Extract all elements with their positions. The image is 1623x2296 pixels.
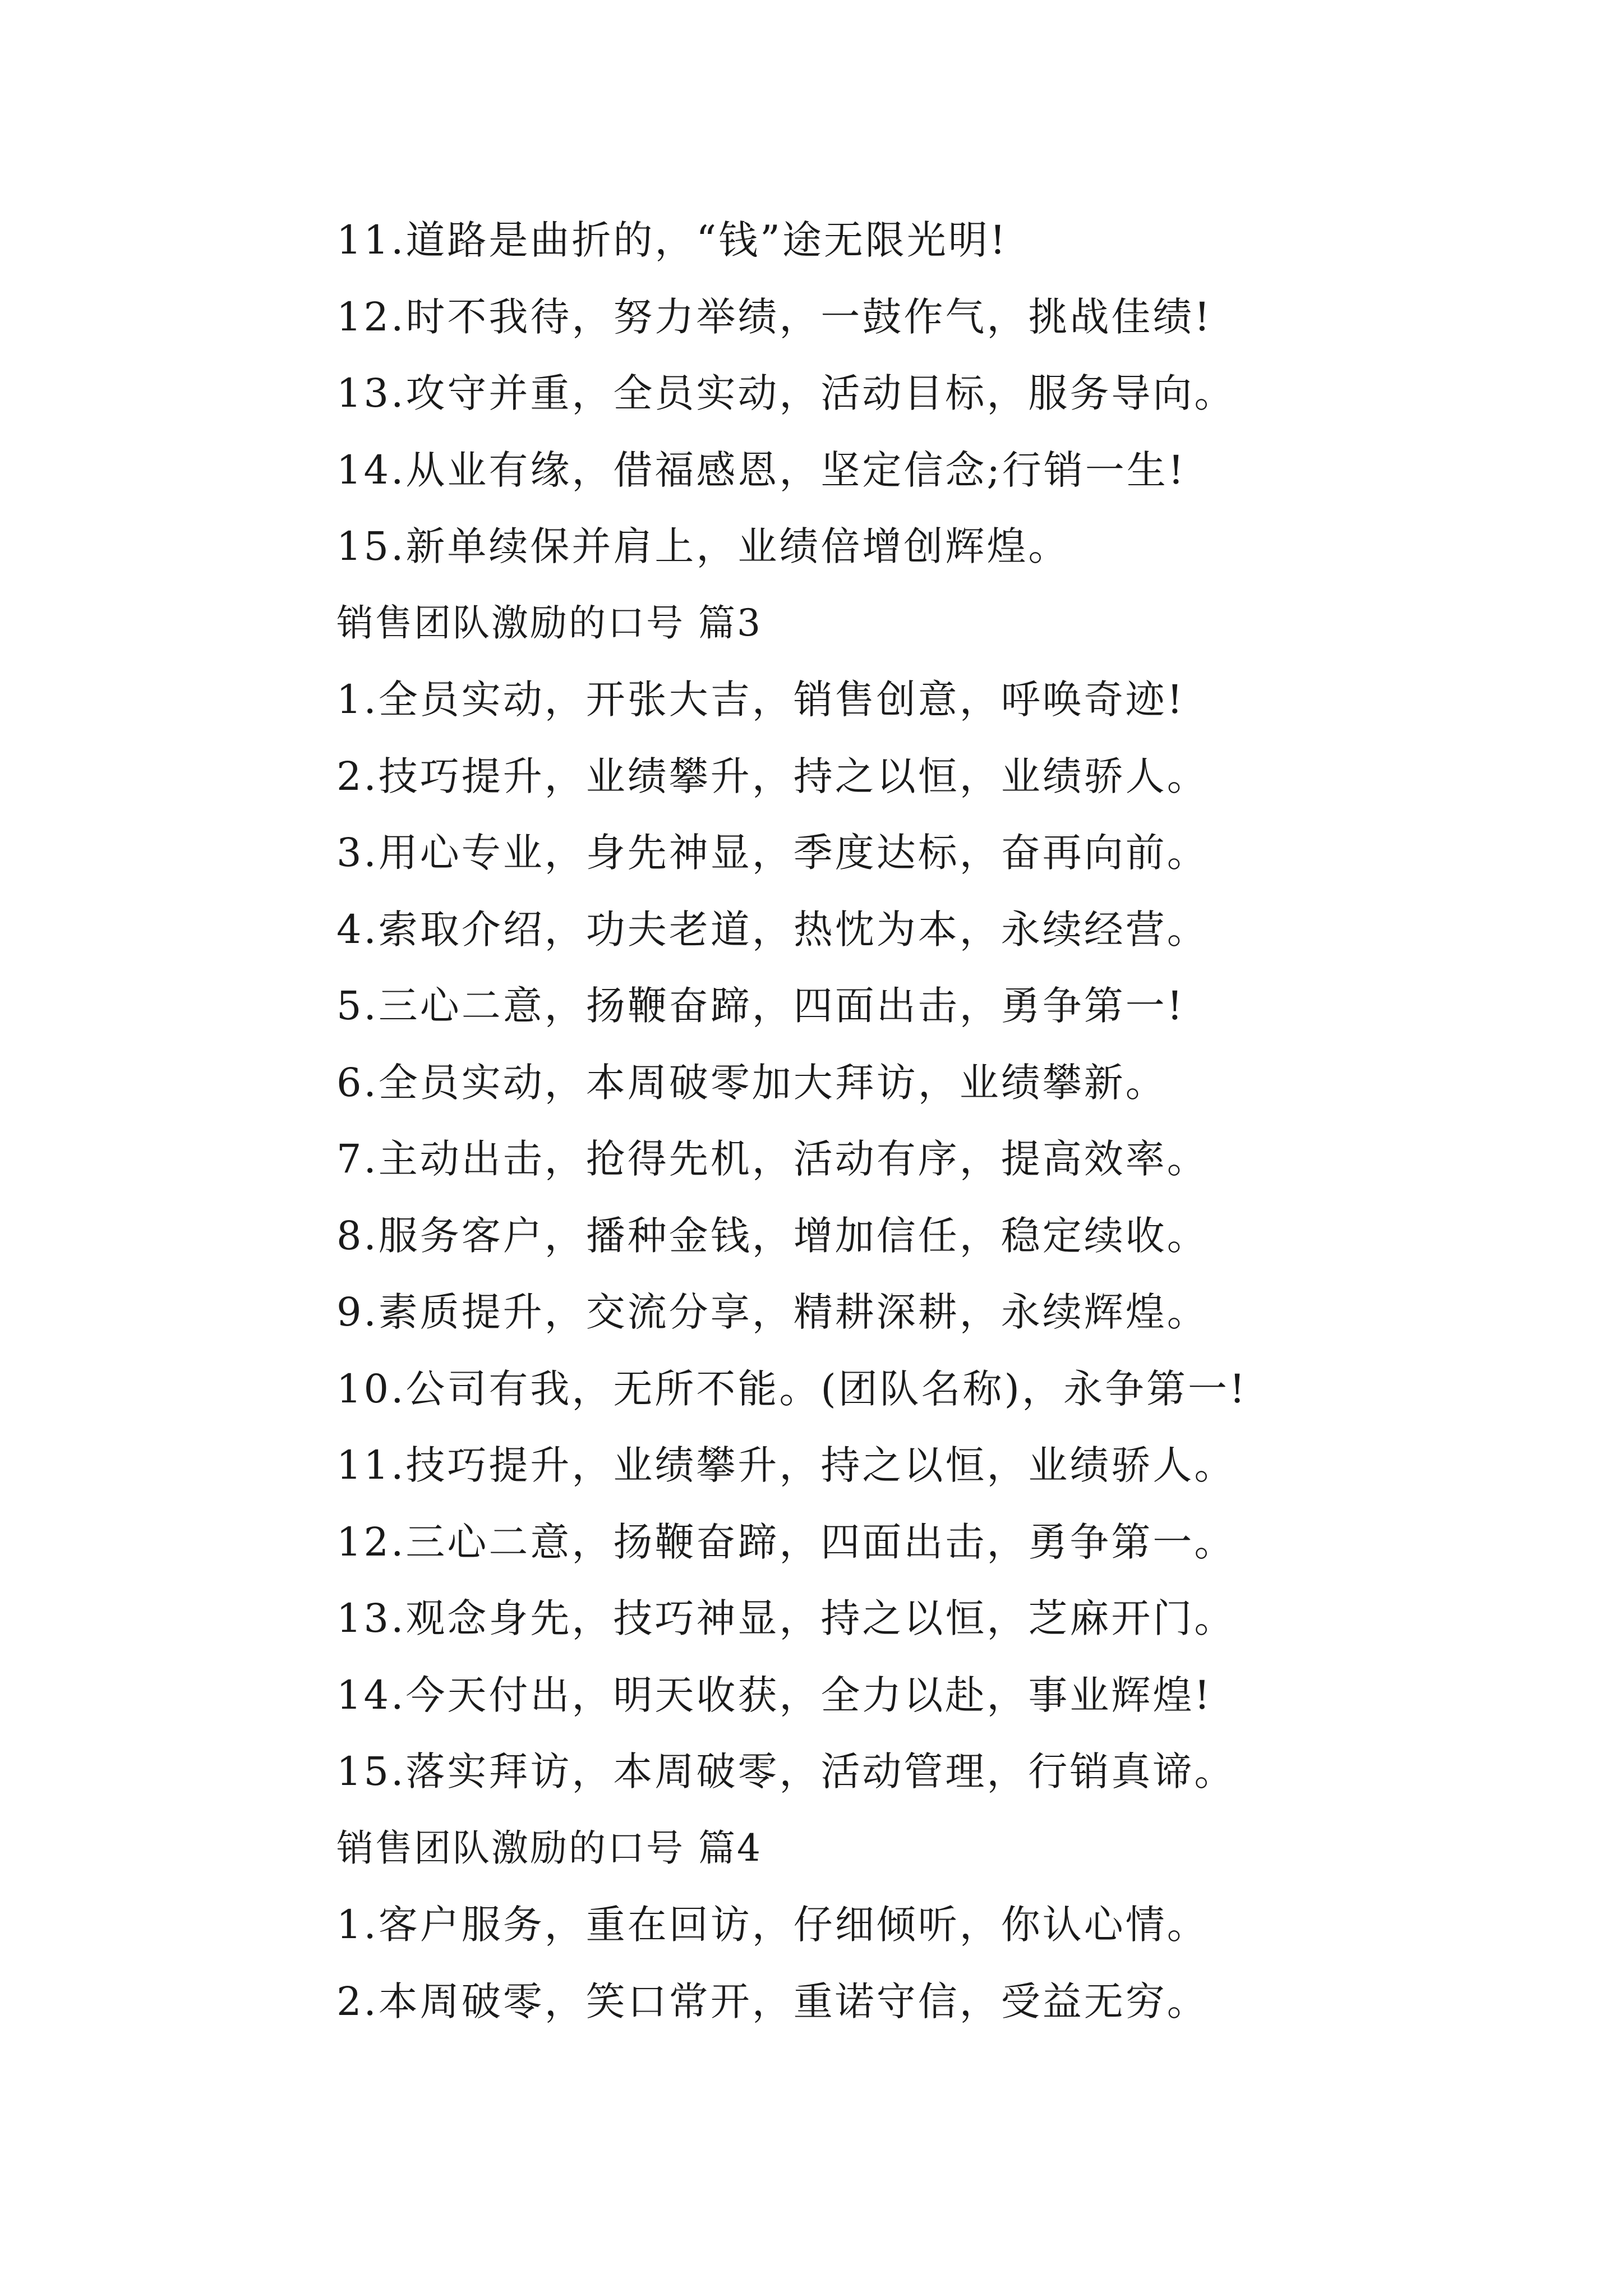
list-item: 13.攻守并重，全员实动，活动目标，服务导向。: [336, 370, 1236, 416]
list-item: 8.服务客户，播种金钱，增加信任，稳定续收。: [336, 1213, 1209, 1259]
list-item: 12.三心二意，扬鞭奋蹄，四面出击，勇争第一。: [336, 1519, 1236, 1565]
list-item: 2.技巧提升，业绩攀升，持之以恒，业绩骄人。: [336, 753, 1209, 799]
list-item: 14.今天付出，明天收获，全力以赴，事业辉煌!: [336, 1672, 1212, 1718]
list-item: 1.客户服务，重在回访，仔细倾听，你认心情。: [336, 1902, 1209, 1948]
section-heading: 销售团队激励的口号 篇4: [336, 1826, 762, 1870]
section-heading: 销售团队激励的口号 篇3: [336, 601, 762, 645]
list-item: 2.本周破零，笑口常开，重诺守信，受益无穷。: [336, 1978, 1209, 2024]
list-item: 6.全员实动，本周破零加大拜访，业绩攀新。: [336, 1060, 1167, 1106]
list-item: 9.素质提升，交流分享，精耕深耕，永续辉煌。: [336, 1289, 1209, 1335]
list-item: 11.道路是曲折的，“钱”途无限光明!: [336, 217, 1008, 263]
list-item: 5.三心二意，扬鞭奋蹄，四面出击，勇争第一!: [336, 983, 1185, 1029]
list-item: 14.从业有缘，借福感恩，坚定信念;行销一生!: [336, 447, 1187, 493]
list-item: 13.观念身先，技巧神显，持之以恒，芝麻开门。: [336, 1595, 1236, 1641]
list-item: 10.公司有我，无所不能。(团队名称)，永争第一!: [336, 1366, 1248, 1412]
list-item: 15.新单续保并肩上，业绩倍增创辉煌。: [336, 523, 1070, 569]
list-item: 12.时不我待，努力举绩，一鼓作气，挑战佳绩!: [336, 294, 1212, 340]
list-item: 7.主动出击，抢得先机，活动有序，提高效率。: [336, 1136, 1209, 1182]
list-item: 1.全员实动，开张大吉，销售创意，呼唤奇迹!: [336, 677, 1185, 723]
list-item: 4.索取介绍，功夫老道，热忱为本，永续经营。: [336, 907, 1209, 953]
list-item: 3.用心专业，身先神显，季度达标，奋再向前。: [336, 830, 1209, 876]
list-item: 11.技巧提升，业绩攀升，持之以恒，业绩骄人。: [336, 1442, 1236, 1488]
list-item: 15.落实拜访，本周破零，活动管理，行销真谛。: [336, 1749, 1236, 1795]
